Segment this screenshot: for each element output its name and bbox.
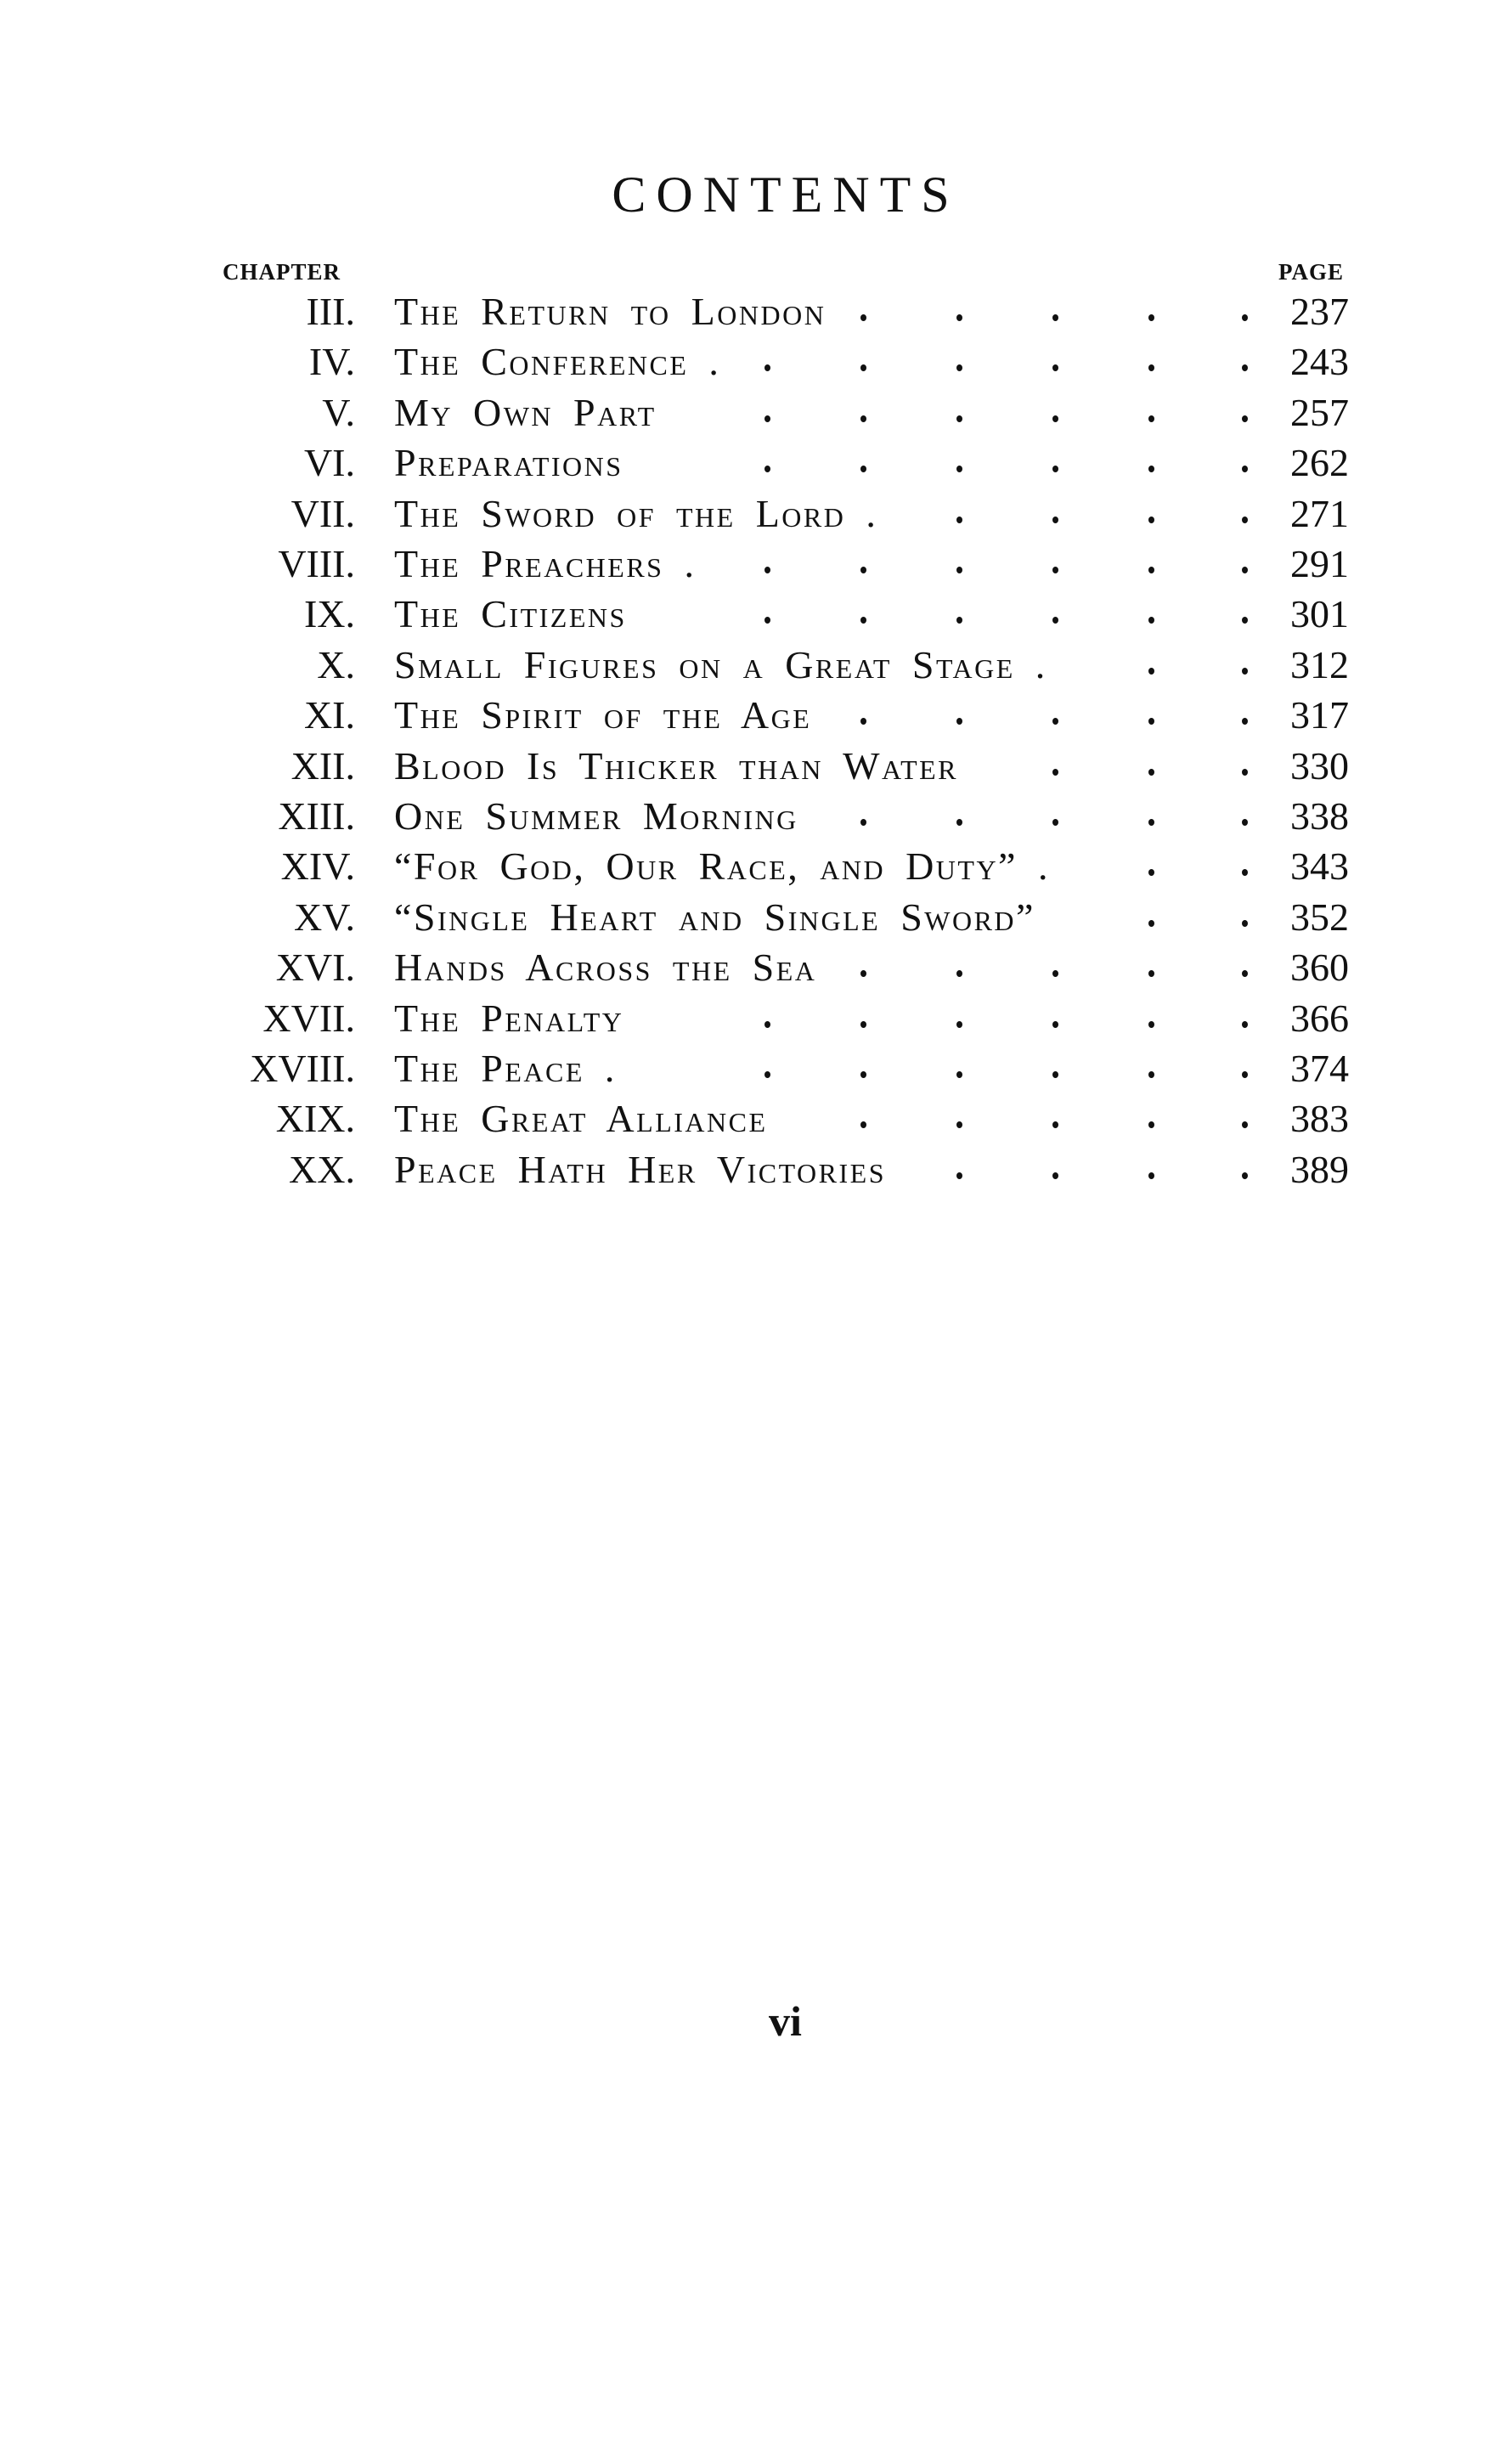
leader-dot [1052, 466, 1058, 472]
leader-dot [1242, 1071, 1248, 1078]
leader-dot [764, 1021, 770, 1028]
leader-dot [956, 1021, 962, 1028]
toc-entry [0, 692, 1512, 743]
leader-dot [1242, 970, 1248, 977]
chapter-title: The Spirit of the Age [394, 693, 812, 737]
leader-dot [1148, 869, 1154, 876]
leader-dot [860, 1071, 866, 1078]
leader-dot [1052, 517, 1058, 523]
leader-dot [1052, 567, 1058, 573]
leader-dot [1052, 1121, 1058, 1128]
toc-entry [0, 491, 1512, 542]
leader-dot [1148, 314, 1154, 321]
chapter-number: VII. [291, 491, 355, 535]
page-column-header: PAGE [1278, 259, 1344, 285]
toc-entry [0, 844, 1512, 895]
chapter-title: The Conference . [394, 340, 721, 384]
leader-dot [860, 415, 866, 422]
leader-dot [1242, 1121, 1248, 1128]
leader-dot [860, 1021, 866, 1028]
page-number-ref: 317 [1290, 693, 1349, 737]
chapter-title: The Peace . [394, 1047, 617, 1090]
leader-dot [1148, 567, 1154, 573]
chapter-title: Small Figures on a Great Stage . [394, 642, 1047, 686]
toc-entry [0, 541, 1512, 592]
leader-dot [1148, 668, 1154, 675]
leader-dot [1148, 970, 1154, 977]
toc-entry [0, 1147, 1512, 1198]
leader-dot [1148, 718, 1154, 725]
page-number-ref: 352 [1290, 895, 1349, 939]
page-number: vi [769, 1997, 802, 2045]
leader-dot [1052, 1172, 1058, 1179]
chapter-title: The Sword of the Lord . [394, 491, 878, 535]
toc-entry [0, 289, 1512, 340]
leader-dot [956, 617, 962, 624]
leader-dot [764, 364, 770, 371]
leader-dot [956, 1172, 962, 1179]
leader-dot [1148, 920, 1154, 927]
toc-entry [0, 390, 1512, 441]
leader-dot [1242, 415, 1248, 422]
leader-dot [956, 718, 962, 725]
chapter-number: XVIII. [250, 1047, 355, 1090]
chapter-title: “For God, Our Race, and Duty” . [394, 844, 1050, 889]
leader-dot [1148, 617, 1154, 624]
chapter-number: V. [322, 390, 355, 434]
chapter-number: III. [306, 290, 355, 333]
chapter-number: XVII. [262, 996, 355, 1040]
leader-dot [1148, 1021, 1154, 1028]
toc-entry [0, 895, 1512, 946]
page-number-ref: 237 [1290, 290, 1349, 333]
leader-dot [1052, 364, 1058, 371]
leader-dot [1052, 617, 1058, 624]
page-number-ref: 330 [1290, 743, 1349, 788]
leader-dot [1052, 718, 1058, 725]
chapter-title: The Return to London [394, 290, 827, 333]
chapter-number: XII. [291, 743, 355, 788]
chapter-number: X. [317, 642, 355, 686]
leader-dot [860, 314, 866, 321]
leader-dot [860, 718, 866, 725]
leader-dot [1052, 1071, 1058, 1078]
chapter-column-header: CHAPTER [223, 259, 341, 285]
chapter-title: The Great Alliance [394, 1097, 768, 1141]
page-number-ref: 262 [1290, 441, 1349, 485]
chapter-title: Blood Is Thicker than Water [394, 743, 959, 788]
chapter-number: XVI. [275, 946, 355, 990]
leader-dot [1052, 1021, 1058, 1028]
leader-dot [1242, 769, 1248, 776]
leader-dot [1052, 769, 1058, 776]
page-number-ref: 383 [1290, 1097, 1349, 1141]
leader-dot [860, 970, 866, 977]
leader-dot [956, 466, 962, 472]
chapter-number: XIX. [275, 1097, 355, 1141]
leader-dot [1148, 1071, 1154, 1078]
leader-dot [1052, 314, 1058, 321]
leader-dot [1242, 920, 1248, 927]
leader-dot [956, 970, 962, 977]
leader-dot [956, 1071, 962, 1078]
leader-dot [956, 1121, 962, 1128]
toc-entry [0, 1046, 1512, 1097]
leader-dot [956, 567, 962, 573]
leader-dot [1242, 819, 1248, 826]
page-number-ref: 338 [1290, 794, 1349, 838]
leader-dot [764, 466, 770, 472]
toc-entry [0, 339, 1512, 390]
page-number-ref: 360 [1290, 946, 1349, 990]
leader-dot [1242, 517, 1248, 523]
chapter-number: IX. [303, 592, 355, 636]
toc-entry [0, 642, 1512, 693]
leader-dot [860, 364, 866, 371]
page-number-ref: 243 [1290, 340, 1349, 384]
leader-dot [1242, 617, 1248, 624]
leader-dot [1242, 466, 1248, 472]
leader-dot [1242, 1172, 1248, 1179]
leader-dot [956, 415, 962, 422]
leader-dot [1242, 567, 1248, 573]
toc-entry [0, 743, 1512, 794]
page-number-ref: 271 [1290, 491, 1349, 535]
leader-dot [764, 617, 770, 624]
chapter-number: XX. [289, 1147, 355, 1191]
chapter-number: XV. [293, 895, 355, 939]
page-number-ref: 312 [1290, 642, 1349, 686]
leader-dot [1148, 1172, 1154, 1179]
leader-dot [1242, 718, 1248, 725]
leader-dot [1052, 970, 1058, 977]
leader-dot [1242, 1021, 1248, 1028]
leader-dot [1148, 517, 1154, 523]
leader-dot [860, 1121, 866, 1128]
leader-dot [1148, 364, 1154, 371]
leader-dot [1242, 314, 1248, 321]
leader-dot [1052, 415, 1058, 422]
leader-dot [1052, 819, 1058, 826]
chapter-title: The Preachers . [394, 542, 697, 585]
toc-entry [0, 591, 1512, 642]
chapter-title: Preparations [394, 441, 623, 485]
chapter-title: The Penalty [394, 996, 624, 1040]
leader-dot [956, 364, 962, 371]
leader-dot [1148, 819, 1154, 826]
leader-dot [1148, 466, 1154, 472]
leader-dot [764, 415, 770, 422]
toc-entry [0, 793, 1512, 844]
leader-dot [956, 819, 962, 826]
leader-dot [1148, 1121, 1154, 1128]
leader-dot [860, 819, 866, 826]
page-number-ref: 301 [1290, 592, 1349, 636]
toc-entry [0, 1096, 1512, 1147]
leader-dot [1148, 769, 1154, 776]
leader-dot [860, 567, 866, 573]
leader-dot [764, 1071, 770, 1078]
page-number-ref: 343 [1290, 844, 1349, 889]
page-number-ref: 257 [1290, 390, 1349, 434]
chapter-title: One Summer Morning [394, 794, 798, 838]
page-number-ref: 291 [1290, 542, 1349, 585]
page-number-ref: 389 [1290, 1147, 1349, 1191]
chapter-number: XI. [303, 693, 355, 737]
leader-dot [1148, 415, 1154, 422]
page-number-ref: 366 [1290, 996, 1349, 1040]
page-title: CONTENTS [612, 167, 960, 223]
chapter-title: “Single Heart and Single Sword” [394, 895, 1035, 939]
chapter-title: My Own Part [394, 390, 657, 434]
leader-dot [860, 617, 866, 624]
leader-dot [956, 314, 962, 321]
leader-dot [764, 567, 770, 573]
leader-dot [956, 517, 962, 523]
toc-entry [0, 440, 1512, 491]
chapter-title: The Citizens [394, 592, 627, 636]
toc-entry [0, 945, 1512, 996]
chapter-title: Hands Across the Sea [394, 946, 817, 990]
leader-dot [1242, 364, 1248, 371]
toc-entry [0, 996, 1512, 1047]
chapter-title: Peace Hath Her Victories [394, 1147, 886, 1191]
leader-dot [1242, 668, 1248, 675]
leader-dot [860, 466, 866, 472]
chapter-number: XIII. [278, 794, 355, 838]
chapter-number: XIV. [280, 844, 355, 889]
chapter-number: VI. [303, 441, 355, 485]
leader-dot [1242, 869, 1248, 876]
chapter-number: VIII. [278, 542, 355, 585]
chapter-number: IV. [308, 340, 355, 384]
page-number-ref: 374 [1290, 1047, 1349, 1090]
